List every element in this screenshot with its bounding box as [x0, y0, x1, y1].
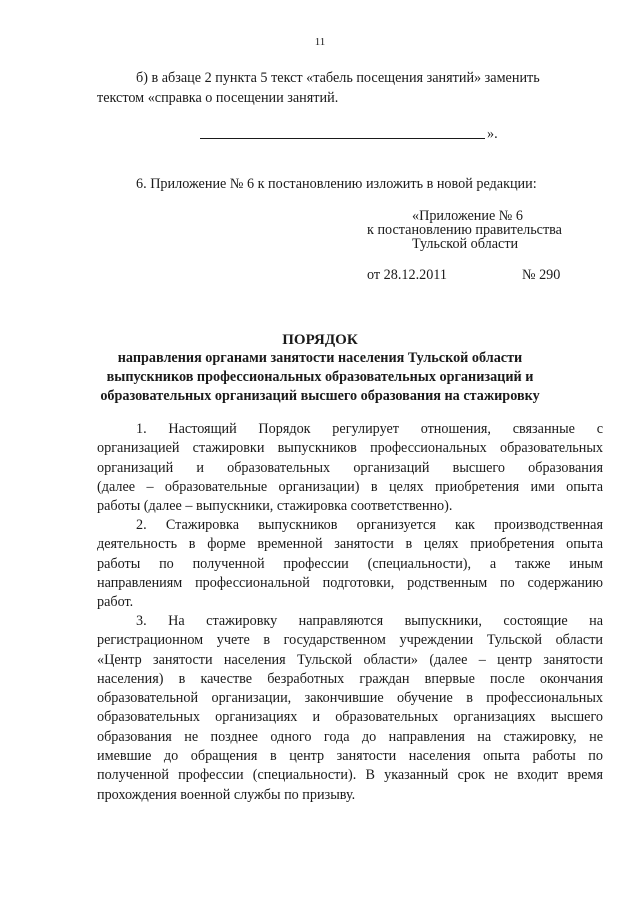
appendix-number: № 290	[522, 267, 561, 283]
paragraph-line: имевшие до обращения в центр занятости населения опыта работы по	[97, 748, 603, 765]
paragraph-line: полученной профессии (специальности). В указанный срок не входит время	[97, 767, 603, 784]
paragraph-line: направлениям профессиональной подготовки, родственным по содержанию	[97, 574, 603, 591]
paragraph-line: организацией стажировки выпускников профессиональных образовательных	[97, 440, 603, 457]
paragraph-line: регистрационном учете в государственном учреждении Тульской области	[97, 632, 603, 649]
paragraph-line: 3. На стажировку направляются выпускники, состоящие на	[136, 613, 603, 629]
appendix-line-1: «Приложение № 6	[412, 208, 523, 224]
paragraph-line: населения) в качестве безработных граждан впервые после окончания	[97, 670, 603, 687]
paragraph-line: «Центр занятости населения Тульской области» (далее – центр занятости	[97, 651, 603, 668]
appendix-line-2: к постановлению правительства	[367, 222, 562, 238]
intro-line-1: б) в абзаце 2 пункта 5 текст «табель посещения занятий» заменить	[136, 70, 540, 86]
item-6-text: 6. Приложение № 6 к постановлению изложить в новой редакции:	[136, 176, 537, 192]
paragraph-line: 2. Стажировка выпускников организуется как производственная	[136, 517, 603, 533]
paragraph-line: образовательных организациях и образовательных организациях высшего	[97, 709, 603, 726]
paragraph-line: прохождения военной службы по призыву.	[97, 786, 356, 803]
paragraph-line: организаций и образовательных организаций высшего образования	[97, 459, 603, 476]
paragraph-3	[97, 612, 603, 805]
title-subline-2: выпускников профессиональных образовательных организаций и	[106, 369, 534, 385]
page-number: 11	[314, 36, 326, 48]
closing-quote: ».	[487, 126, 498, 142]
paragraph-1	[97, 420, 603, 516]
appendix-date: от 28.12.2011	[367, 267, 447, 283]
intro-line-2: текстом «справка о посещении занятий.	[97, 90, 339, 106]
blank-underline	[200, 138, 485, 139]
title-subline-1: направления органами занятости населения Тульской области	[117, 350, 523, 366]
paragraph-line: работы (далее – выпускники, стажировка соответственно).	[97, 498, 453, 515]
paragraph-line: 1. Настоящий Порядок регулирует отношения, связанные с	[136, 421, 603, 437]
appendix-line-3: Тульской области	[412, 236, 519, 252]
paragraph-line: деятельность в форме временной занятости в целях приобретения опыта	[97, 536, 603, 553]
paragraph-line: образовательной организации, закончившие обучение в профессиональных	[97, 690, 603, 707]
paragraph-2	[97, 516, 603, 612]
title-subline-3: образовательных организаций высшего образования на стажировку	[100, 388, 540, 404]
paragraph-line: работ.	[97, 594, 134, 611]
paragraph-line: (далее – образовательные организации) в целях приобретения ими опыта	[97, 478, 603, 495]
paragraph-line: работы по полученной профессии (специальности), а также иным	[97, 555, 603, 572]
paragraph-line: образования не позднее одного года до направления на стажировку, не	[97, 728, 603, 745]
document-title: ПОРЯДОК	[282, 332, 358, 348]
